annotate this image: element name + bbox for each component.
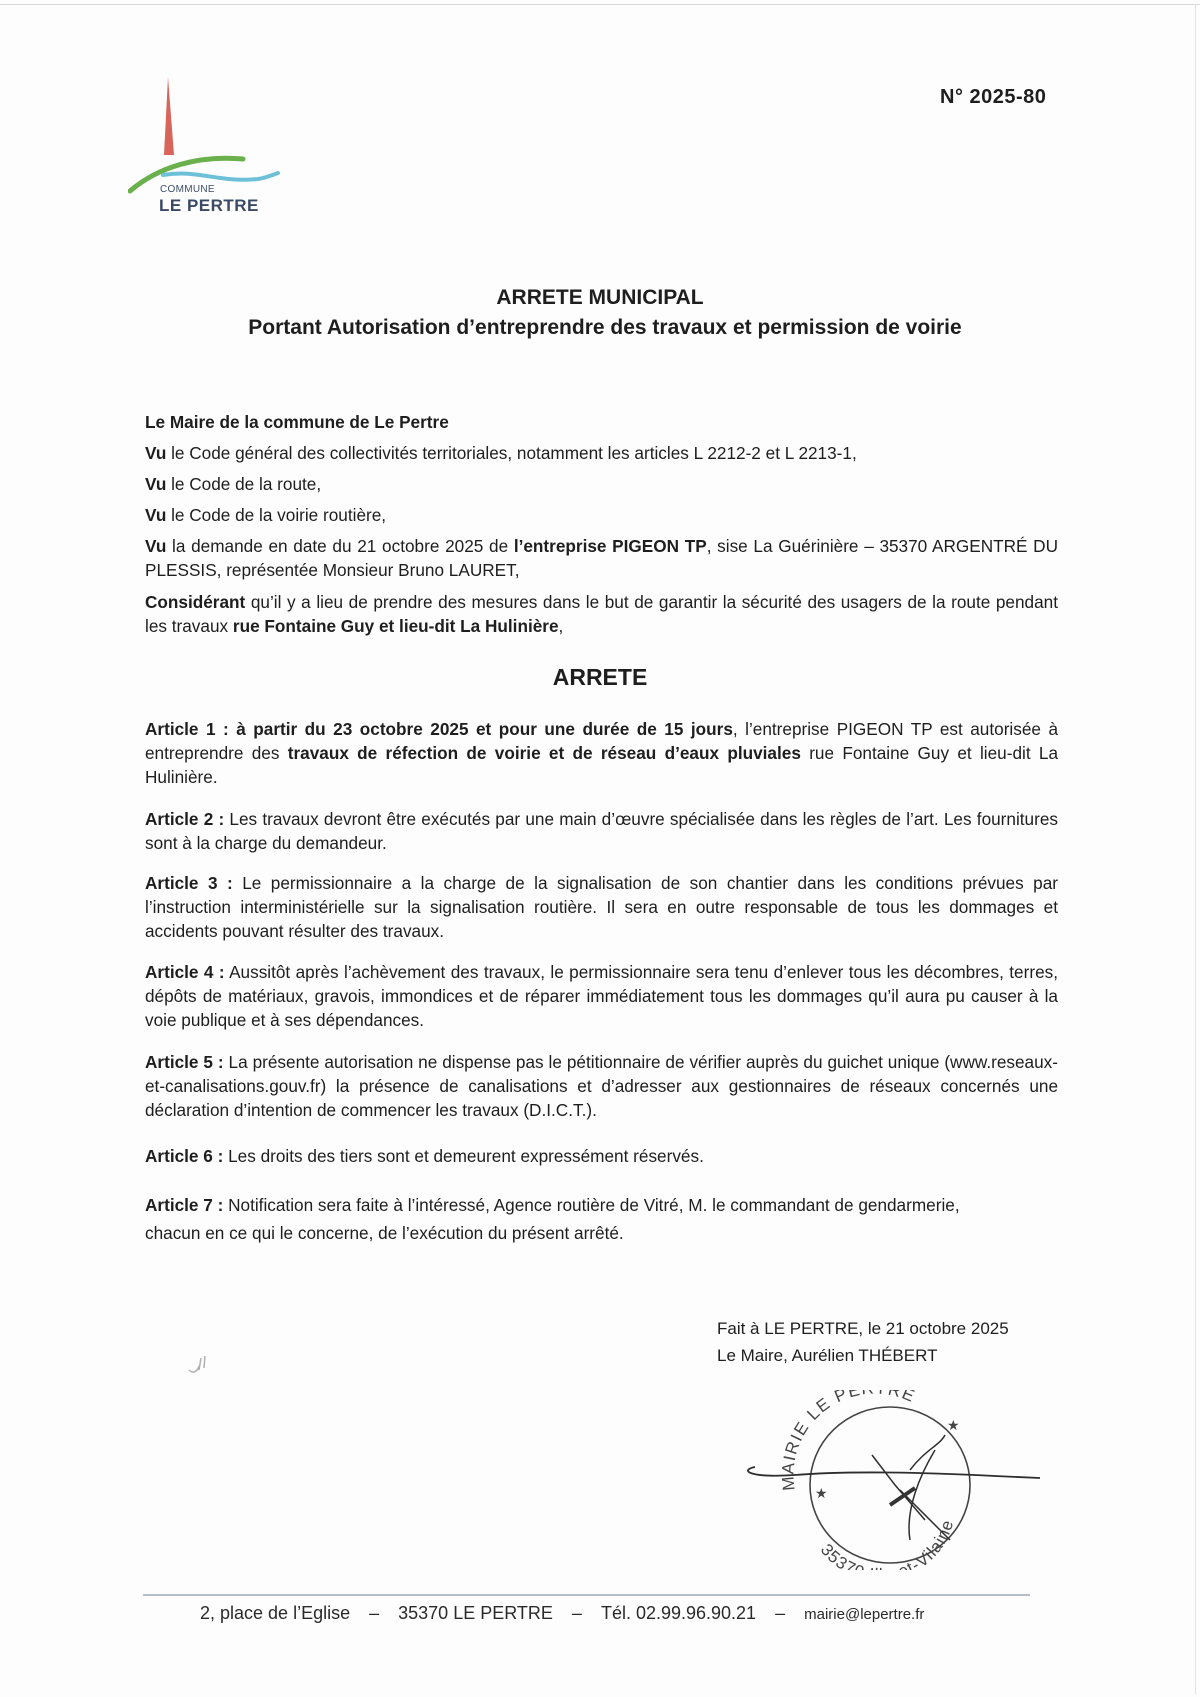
page-right-edge [1195, 4, 1196, 1694]
article-label: Article 6 : [145, 1146, 224, 1166]
stamp-text-bottom: 3537 t-Vilaine [816, 1517, 958, 1570]
article-7-line-2 [145, 1221, 624, 1245]
article-label: Article 4 : [145, 962, 225, 982]
footer-phone: Tél. 02.99.96.90.21 [600, 1603, 757, 1623]
article-1-period: à partir du 23 octobre 2025 et pour une durée de 15 jours [228, 719, 733, 739]
vu-request-text: la demande en date du 21 octobre 2025 de [166, 536, 514, 556]
article-1 [145, 717, 1058, 789]
article-text: Le permissionnaire a la charge de la signalisation de son chantier dans les conditions prévues par l’instruction interministérielle sur la signalisation routière. Il sera en outre responsable de tous les dommages et accidents pouvant résulter des travaux. [145, 873, 1058, 941]
article-text: Aussitôt après l’achèvement des travaux, le permissionnaire sera tenu d’enlever tous les décombres, terres, dépôts de matériaux, gravois, immondices et de réparer immédiatement tous les dommages qu’il aura pu causer à la voie publique et à ses dépendances. [145, 962, 1058, 1030]
footer-divider [143, 1594, 1030, 1596]
document-subtitle: Portant Autorisation d’entreprendre des travaux et permission de voirie [248, 316, 962, 339]
page-top-edge [0, 4, 1200, 5]
article-1-works: travaux de réfection de voirie et de réseau d’eaux pluviales [287, 743, 801, 763]
logo-big-text: LE PERTRE [159, 196, 259, 215]
vu-request-text-end: , sise La Guérinière – 35370 ARGENTRÉ DU PLESSIS, représentée Monsieur Bruno LAURET, [145, 536, 1059, 580]
article-label: Article 3 : [145, 873, 233, 893]
article-text: chacun en ce qui le concerne, de l’exécution du présent arrêté. [145, 1223, 624, 1243]
signature-signatory: Le Maire, Aurélien THÉBERT [717, 1346, 938, 1365]
article-2 [145, 807, 1058, 855]
article-label: Article 1 : [145, 719, 229, 739]
article-text: Les droits des tiers sont et demeurent expressément réservés. [223, 1146, 704, 1166]
stamp-text-top: MAIRIE LE PE RE [778, 1390, 919, 1492]
considerant-text: qu’il y a lieu de prendre des mesures dans le but de garantir la sécurité des usagers de la route pendant les travaux [145, 592, 1058, 636]
official-stamp-signature [735, 1390, 1055, 1570]
article-text: Les travaux devront être exécutés par une main d’œuvre spécialisée dans les règles de l’art. Les fournitures sont à la charge du demandeur. [145, 809, 1058, 853]
article-text: La présente autorisation ne dispense pas le pétitionnaire de vérifier auprès du guichet unique (www.reseaux-et-canalisations.gouv.fr) la présence de canalisations et d’adresser aux gestionnaires de réseaux concernés une déclaration d’intention de commencer les travaux (D.I.C.T.). [145, 1052, 1058, 1120]
vu-text: le Code général des collectivités territoriales, notamment les articles L 2212-2 et L 2213-1, [166, 443, 857, 463]
vu-request-paragraph [145, 534, 1058, 582]
article-6 [145, 1144, 704, 1168]
article-label: Article 7 : [145, 1195, 224, 1215]
article-4 [145, 960, 1058, 1032]
logo-small-text: COMMUNE [160, 184, 215, 195]
vu-line-2 [145, 472, 321, 496]
vu-label: Vu [145, 443, 167, 463]
footer-address: 2, place de l’Eglise [200, 1603, 351, 1623]
logo-blue-wave [163, 173, 278, 180]
company-name: l’entreprise PIGEON TP [513, 536, 707, 556]
svg-text:★: ★ [815, 1485, 828, 1501]
article-label: Article 2 : [145, 809, 225, 829]
footer-separator: – [369, 1603, 380, 1623]
footer-separator: – [571, 1603, 582, 1623]
considerant-text-end: , [558, 616, 564, 636]
footer-city: 35370 LE PERTRE [398, 1603, 553, 1623]
footer-separator: – [775, 1603, 786, 1623]
article-3 [145, 871, 1058, 943]
svg-text:★: ★ [947, 1417, 960, 1433]
considerant-paragraph [145, 590, 1058, 638]
footer-contact [200, 1603, 924, 1624]
vu-line-1 [145, 441, 857, 465]
article-text: , l’entreprise PIGEON TP est autorisée à entreprendre des [145, 719, 1058, 763]
footer-email[interactable]: mairie@lepertre.fr [804, 1606, 925, 1623]
vu-label: Vu [145, 505, 167, 525]
vu-text: le Code de la voirie routière, [166, 505, 387, 525]
logo-spire [164, 77, 174, 155]
document-title: ARRETE MUNICIPAL [496, 286, 704, 309]
vu-label: Vu [145, 536, 167, 556]
article-label: Article 5 : [145, 1052, 224, 1072]
commune-logo [128, 75, 288, 225]
article-text: Notification sera faite à l’intéressé, Agence routière de Vitré, M. le commandant de gendarmerie, [223, 1195, 960, 1215]
vu-line-3 [145, 503, 386, 527]
article-text-end: rue Fontaine Guy et lieu-dit La Hulinière. [145, 743, 1059, 787]
article-7-line-1 [145, 1193, 960, 1217]
considerant-label: Considérant [145, 592, 246, 612]
vu-label: Vu [145, 474, 167, 494]
mayor-line [145, 410, 449, 434]
decree-number: N° 2025-80 [940, 86, 1047, 108]
mayor-text: Le Maire de la commune de Le Pertre [145, 412, 449, 432]
arrete-heading: ARRETE [552, 664, 648, 690]
works-location: rue Fontaine Guy et lieu-dit La Hulinière [232, 616, 559, 636]
article-5 [145, 1050, 1058, 1122]
vu-text: le Code de la route, [166, 474, 322, 494]
ink-smudge [185, 1352, 215, 1377]
signature-place-date: Fait à LE PERTRE, le 21 octobre 2025 [717, 1319, 1009, 1338]
